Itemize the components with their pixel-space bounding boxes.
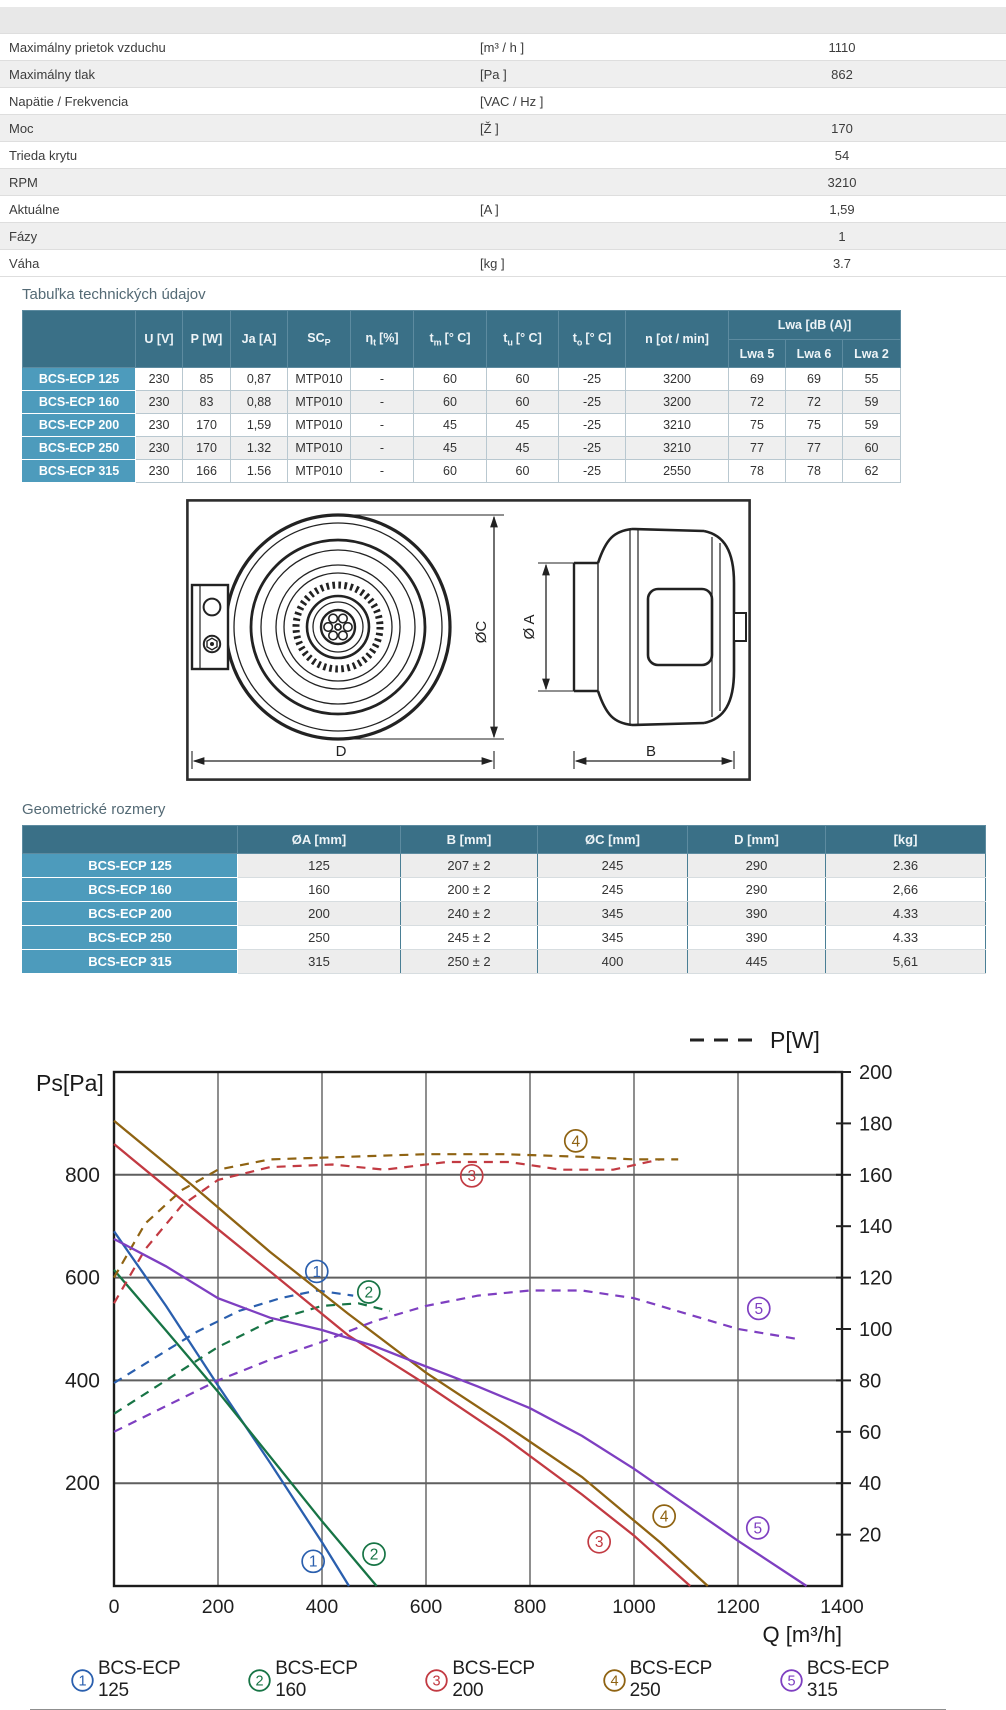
- table-cell: 4.33: [826, 926, 986, 950]
- curve-number-text: 2: [364, 1284, 374, 1302]
- table-cell: 45: [414, 437, 487, 460]
- table-cell: 160: [238, 878, 401, 902]
- geo-header-d: D [mm]: [688, 826, 826, 854]
- spec-unit: [m³ / h ]: [480, 39, 525, 55]
- curve-number-text: 5: [753, 1520, 763, 1538]
- table-cell: 245: [538, 878, 688, 902]
- spec-unit: [Ž ]: [480, 120, 499, 136]
- col-header-tu: $t_u$ [° C]: [487, 311, 559, 368]
- table-cell: 62: [843, 460, 901, 483]
- x-axis-tick-label: 0: [108, 1596, 120, 1618]
- col-header-sc: $SC_P$: [288, 311, 351, 368]
- table-cell: 2,66: [826, 878, 986, 902]
- table-cell: 3210: [626, 414, 729, 437]
- dim-b: [574, 743, 734, 769]
- col-header-lwa2: Lwa 2: [843, 340, 901, 368]
- right-axis-tick-label: 80: [859, 1370, 882, 1393]
- table-cell: 245: [538, 854, 688, 878]
- table-cell: 75: [786, 414, 843, 437]
- table-cell: 290: [688, 878, 826, 902]
- table-row: [23, 950, 986, 974]
- legend-item: [424, 1658, 565, 1702]
- table-cell: 125: [238, 854, 401, 878]
- dim-d-label: D: [335, 743, 347, 760]
- table-cell: 2.36: [826, 854, 986, 878]
- table-cell: 315: [238, 950, 401, 974]
- right-axis-tick-label: 40: [859, 1473, 882, 1496]
- table-row: [23, 391, 901, 414]
- legend-item: [70, 1658, 211, 1702]
- spec-unit: [A ]: [480, 201, 499, 217]
- table-row: [23, 902, 986, 926]
- spec-value: 862: [831, 66, 853, 82]
- curve-number-text: 5: [754, 1300, 764, 1318]
- table-cell: -25: [559, 460, 626, 483]
- table-cell: 170: [183, 414, 231, 437]
- table-cell: 3210: [626, 437, 729, 460]
- table-cell: 59: [843, 414, 901, 437]
- legend-label: BCS-ECP 160: [275, 1658, 358, 1701]
- spec-value: 170: [831, 120, 853, 136]
- model-name-cell: BCS-ECP 200: [23, 902, 238, 926]
- x-axis-tick-label: 400: [305, 1596, 339, 1618]
- table-row: [23, 368, 901, 391]
- table-cell: 77: [786, 437, 843, 460]
- curve-number-text: 4: [571, 1133, 581, 1151]
- right-axis-tick-label: 100: [859, 1319, 893, 1341]
- right-axis-tick-label: 160: [859, 1164, 893, 1187]
- legend-item: [779, 1658, 920, 1702]
- table-cell: -: [351, 414, 414, 437]
- col-header-ja: Ja [A]: [231, 311, 288, 368]
- col-header-to: $t_o$ [° C]: [559, 311, 626, 368]
- table-cell: 0,88: [231, 391, 288, 414]
- dim-b-label: B: [645, 743, 657, 760]
- right-axis-tick-label: 120: [859, 1267, 893, 1290]
- spec-label: Fázy: [9, 228, 38, 244]
- left-axis-tick-label: 800: [64, 1163, 100, 1187]
- spec-value: 1: [838, 228, 846, 244]
- table-cell: 250: [238, 926, 401, 950]
- table-cell: 60: [843, 437, 901, 460]
- spec-row: [0, 223, 1006, 250]
- table-row: [23, 878, 986, 902]
- spec-row: [0, 61, 1006, 88]
- dim-oa: [521, 563, 574, 691]
- chart-legend: [30, 1656, 946, 1710]
- legend-label: BCS-ECP 250: [629, 1658, 712, 1701]
- right-axis-title: P[W]: [770, 1027, 820, 1053]
- model-name-cell: BCS-ECP 250: [23, 926, 238, 950]
- table-cell: -: [351, 437, 414, 460]
- curve-number-text: 3: [594, 1534, 604, 1552]
- table-cell: 0,87: [231, 368, 288, 391]
- table-cell: 60: [487, 391, 559, 414]
- table-cell: -25: [559, 368, 626, 391]
- table-cell: -25: [559, 391, 626, 414]
- table-cell: 230: [136, 437, 183, 460]
- svg-text:5: 5: [787, 1673, 796, 1689]
- table-cell: 72: [786, 391, 843, 414]
- table-cell: -: [351, 460, 414, 483]
- dim-oc-label: ØC: [473, 620, 490, 644]
- model-name-cell: BCS-ECP 200: [23, 414, 136, 437]
- svg-text:1: 1: [78, 1673, 87, 1689]
- curve-number-text: 3: [467, 1168, 477, 1186]
- plot-frame: [114, 1072, 842, 1586]
- table-cell: 78: [786, 460, 843, 483]
- table-row: [23, 437, 901, 460]
- table-cell: 69: [729, 368, 786, 391]
- table-cell: 55: [843, 368, 901, 391]
- spec-unit: [kg ]: [480, 255, 505, 271]
- table-cell: 78: [729, 460, 786, 483]
- table-cell: 230: [136, 391, 183, 414]
- legend-number-icon: [424, 1668, 448, 1693]
- table-row: [23, 460, 901, 483]
- spec-row: [0, 142, 1006, 169]
- model-name-cell: BCS-ECP 125: [23, 368, 136, 391]
- table-cell: 83: [183, 391, 231, 414]
- col-header-n: n [ot / min]: [626, 311, 729, 368]
- table-cell: 45: [487, 437, 559, 460]
- legend-label: BCS-ECP 200: [452, 1658, 535, 1701]
- spec-row: [0, 88, 1006, 115]
- left-axis-title: Ps[Pa]: [36, 1070, 104, 1096]
- table-cell: 200: [238, 902, 401, 926]
- table-cell: 45: [487, 414, 559, 437]
- table-cell: 75: [729, 414, 786, 437]
- curve-number-text: 4: [659, 1508, 669, 1526]
- table-cell: 45: [414, 414, 487, 437]
- spec-table: [0, 33, 1006, 277]
- spec-value: 1,59: [829, 201, 855, 217]
- technical-drawing: [186, 499, 751, 781]
- spec-value: 3.7: [832, 255, 852, 271]
- svg-text:3: 3: [432, 1673, 441, 1689]
- geo-header-oc: ØC [mm]: [538, 826, 688, 854]
- table-cell: 170: [183, 437, 231, 460]
- spec-label: RPM: [9, 174, 38, 190]
- spec-value: 3210: [827, 174, 857, 190]
- table-cell: 1,59: [231, 414, 288, 437]
- power-curve-4: [114, 1154, 678, 1277]
- x-axis-tick-label: 1200: [716, 1596, 760, 1618]
- table-cell: 72: [729, 391, 786, 414]
- top-bar: [0, 7, 1006, 33]
- dim-d: [192, 743, 494, 769]
- model-name-cell: BCS-ECP 315: [23, 460, 136, 483]
- fan-side-view: [574, 529, 746, 725]
- col-header-lwa5: Lwa 5: [729, 340, 786, 368]
- model-name-cell: BCS-ECP 315: [23, 950, 238, 974]
- table-cell: 60: [414, 391, 487, 414]
- table-cell: 390: [688, 926, 826, 950]
- table-cell: 3200: [626, 391, 729, 414]
- spec-unit: [VAC / Hz ]: [480, 93, 544, 109]
- table-cell: 400: [538, 950, 688, 974]
- table-cell: 60: [414, 368, 487, 391]
- table-cell: 240 ± 2: [401, 902, 538, 926]
- table-cell: 4.33: [826, 902, 986, 926]
- table-cell: 230: [136, 368, 183, 391]
- datasheet-page: [0, 7, 1006, 1710]
- right-axis-tick-label: 180: [859, 1113, 893, 1136]
- table-cell: 2550: [626, 460, 729, 483]
- legend-label: BCS-ECP 315: [806, 1658, 889, 1701]
- geo-corner-cell: [23, 826, 238, 854]
- legend-number-icon: [602, 1668, 626, 1693]
- spec-label: Trieda krytu: [9, 147, 78, 163]
- model-name-cell: BCS-ECP 160: [23, 878, 238, 902]
- geo-header-oa: ØA [mm]: [238, 826, 401, 854]
- table-cell: MTP010: [288, 391, 351, 414]
- table-cell: 3200: [626, 368, 729, 391]
- table-cell: 290: [688, 854, 826, 878]
- left-axis-tick-label: 400: [64, 1369, 100, 1393]
- x-axis-tick-label: 200: [201, 1596, 235, 1618]
- table-cell: 207 ± 2: [401, 854, 538, 878]
- col-header-lwa6: Lwa 6: [786, 340, 843, 368]
- spec-value: 1110: [828, 39, 856, 55]
- legend-number-icon: [779, 1668, 803, 1693]
- col-header-lwa-group: Lwa [dB (A)]: [729, 311, 901, 340]
- table-cell: -: [351, 368, 414, 391]
- x-axis-title: Q [m³/h]: [762, 1622, 842, 1647]
- legend-number-icon: [247, 1668, 271, 1693]
- spec-label: Napätie / Frekvencia: [9, 93, 129, 109]
- x-axis-tick-label: 1400: [820, 1596, 864, 1618]
- left-axis-tick-label: 600: [64, 1266, 100, 1290]
- performance-chart: [0, 983, 1006, 1656]
- table-cell: -: [351, 391, 414, 414]
- tech-corner-cell: [23, 311, 136, 368]
- model-name-cell: BCS-ECP 250: [23, 437, 136, 460]
- table-row: [23, 414, 901, 437]
- spec-label: Moc: [9, 120, 34, 136]
- table-row: [23, 854, 986, 878]
- dim-oa-label: Ø A: [521, 614, 538, 640]
- spec-row: [0, 115, 1006, 142]
- svg-text:4: 4: [610, 1673, 619, 1689]
- model-name-cell: BCS-ECP 160: [23, 391, 136, 414]
- col-header-eta: $\eta_t$ [%]: [351, 311, 414, 368]
- fan-front-view: [226, 515, 450, 739]
- spec-row: [0, 34, 1006, 61]
- spec-row: [0, 169, 1006, 196]
- spec-label: Maximálny tlak: [9, 66, 95, 82]
- spec-row: [0, 196, 1006, 223]
- hub: [321, 610, 355, 644]
- table-cell: -25: [559, 437, 626, 460]
- pressure-curve-3: [114, 1144, 690, 1586]
- table-cell: 345: [538, 926, 688, 950]
- geo-header-kg: [kg]: [826, 826, 986, 854]
- motor-box: [648, 589, 712, 665]
- x-axis-tick-label: 800: [513, 1596, 547, 1618]
- geo-header-b: B [mm]: [401, 826, 538, 854]
- tech-table: [22, 310, 901, 483]
- spec-value: 54: [834, 147, 850, 163]
- curve-number-text: 1: [308, 1553, 318, 1571]
- table-cell: 1.32: [231, 437, 288, 460]
- table-cell: 390: [688, 902, 826, 926]
- geo-table: [22, 825, 986, 974]
- right-axis-tick-label: 140: [859, 1216, 893, 1239]
- table-row: [23, 926, 986, 950]
- power-curve-5: [114, 1291, 799, 1432]
- table-cell: 166: [183, 460, 231, 483]
- spec-label: Aktuálne: [9, 201, 60, 217]
- table-cell: MTP010: [288, 460, 351, 483]
- curve-number-text: 1: [312, 1263, 322, 1281]
- col-header-u: U [V]: [136, 311, 183, 368]
- table-cell: 250 ± 2: [401, 950, 538, 974]
- table-cell: MTP010: [288, 414, 351, 437]
- table-cell: -25: [559, 414, 626, 437]
- right-axis-tick-label: 20: [859, 1524, 882, 1547]
- table-cell: 85: [183, 368, 231, 391]
- legend-number-icon: [70, 1668, 94, 1693]
- table-cell: 69: [786, 368, 843, 391]
- table-cell: 200 ± 2: [401, 878, 538, 902]
- table-cell: 230: [136, 460, 183, 483]
- spec-label: Maximálny prietok vzduchu: [9, 39, 166, 55]
- x-axis-tick-label: 1000: [612, 1596, 656, 1618]
- table-cell: MTP010: [288, 437, 351, 460]
- spec-row: [0, 250, 1006, 277]
- table-cell: 5,61: [826, 950, 986, 974]
- table-cell: 345: [538, 902, 688, 926]
- geo-table-title: Geometrické rozmery: [22, 801, 166, 818]
- col-header-p: P [W]: [183, 311, 231, 368]
- tech-table-title: Tabuľka technických údajov: [22, 286, 206, 303]
- left-axis-tick-label: 200: [64, 1472, 100, 1496]
- table-cell: MTP010: [288, 368, 351, 391]
- table-cell: 77: [729, 437, 786, 460]
- spec-label: Váha: [9, 255, 40, 271]
- curve-number-text: 2: [369, 1546, 379, 1564]
- spec-unit: [Pa ]: [480, 66, 507, 82]
- right-axis-tick-label: 60: [859, 1421, 882, 1444]
- right-axis-tick-label: 200: [859, 1062, 893, 1084]
- table-cell: 60: [414, 460, 487, 483]
- table-cell: 445: [688, 950, 826, 974]
- junction-box: [192, 585, 228, 669]
- table-cell: 60: [487, 460, 559, 483]
- svg-text:2: 2: [255, 1673, 264, 1689]
- table-cell: 245 ± 2: [401, 926, 538, 950]
- legend-item: [247, 1658, 388, 1702]
- legend-item: [602, 1658, 743, 1702]
- table-cell: 230: [136, 414, 183, 437]
- table-cell: 59: [843, 391, 901, 414]
- legend-label: BCS-ECP 125: [98, 1658, 181, 1701]
- connector-nub: [734, 613, 746, 641]
- x-axis-tick-label: 600: [409, 1596, 443, 1618]
- col-header-tm: $t_m$ [° C]: [414, 311, 487, 368]
- table-cell: 60: [487, 368, 559, 391]
- model-name-cell: BCS-ECP 125: [23, 854, 238, 878]
- table-cell: 1.56: [231, 460, 288, 483]
